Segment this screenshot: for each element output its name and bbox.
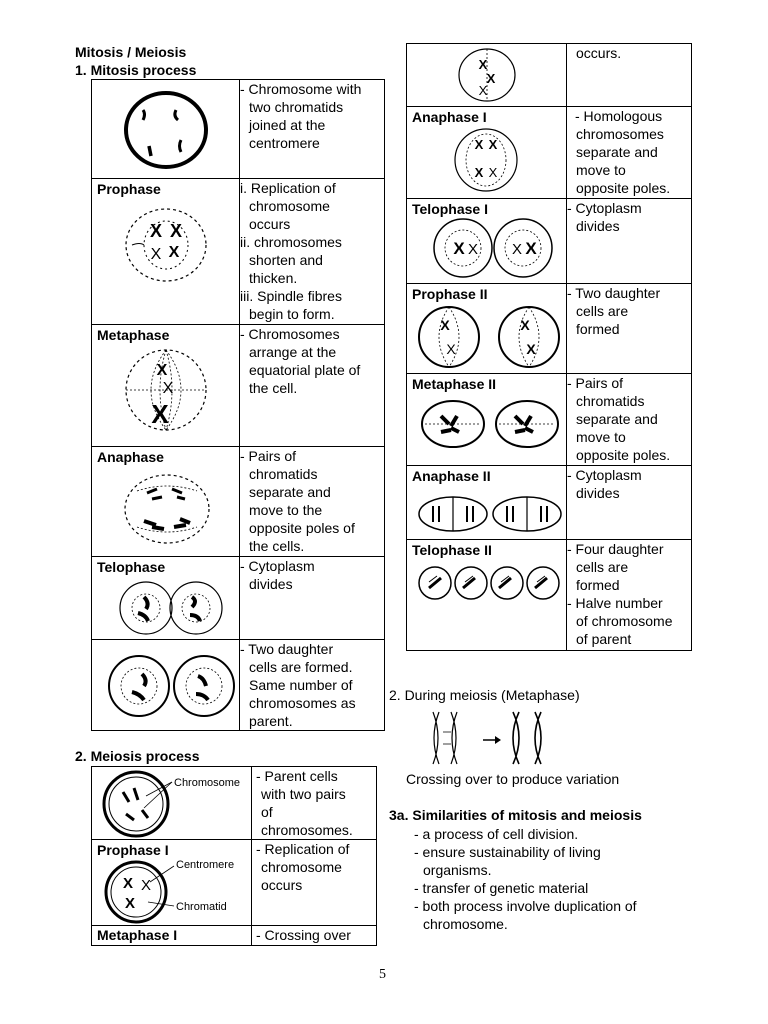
svg-text:X: X	[124, 895, 136, 912]
metaphase-ii-diagram	[419, 398, 561, 450]
svg-text:X: X	[150, 246, 162, 263]
table-row	[92, 447, 385, 557]
description-cell	[567, 44, 692, 107]
prophase-i-diagram	[98, 856, 248, 924]
prophase-ii-diagram	[415, 304, 565, 370]
telophase-diagram	[116, 579, 226, 637]
list-item: - both process involve duplication of	[414, 898, 637, 914]
description-line: arrange at the	[249, 344, 337, 360]
description-cell	[252, 926, 377, 946]
svg-text:X: X	[478, 57, 488, 72]
stage-cell	[92, 447, 240, 557]
description-line: separate and	[576, 411, 658, 427]
description-line: - Homologous	[575, 108, 663, 124]
crossing-over-diagram	[425, 710, 565, 768]
table-row	[407, 199, 692, 284]
description-cell	[567, 466, 692, 540]
description-cell	[240, 80, 385, 179]
stage-cell	[407, 374, 567, 466]
description-line: chromosome	[261, 859, 342, 875]
description-line: - Cytoplasm	[567, 200, 642, 216]
table-row	[407, 284, 692, 374]
stage-name: Anaphase II	[412, 468, 491, 484]
svg-text:X: X	[474, 137, 484, 152]
svg-text:X: X	[149, 221, 163, 241]
centromere-label: Centromere	[176, 859, 235, 871]
description-cell	[252, 840, 377, 926]
description-line: divides	[576, 218, 620, 234]
table-row	[407, 107, 692, 199]
description-line: move to	[576, 162, 626, 178]
description-line: occurs	[249, 216, 291, 232]
description-cell	[240, 640, 385, 731]
prophase-diagram	[122, 205, 210, 285]
svg-text:X: X	[520, 317, 530, 333]
description-cell	[240, 179, 385, 325]
description-line: - Pairs of	[567, 375, 624, 391]
description-cell	[240, 447, 385, 557]
description-line: thicken.	[249, 270, 298, 286]
svg-text:X: X	[168, 244, 180, 261]
stage-name: Telophase II	[412, 542, 492, 558]
interphase-cell-diagram	[121, 88, 211, 170]
description-line: - Crossing over	[256, 927, 351, 943]
table-row	[407, 44, 692, 107]
description-line: the cell.	[249, 380, 298, 396]
crossing-over-heading: 2. During meiosis (Metaphase)	[389, 687, 580, 703]
svg-text:X: X	[478, 83, 488, 98]
description-line: - Pairs of	[240, 448, 297, 464]
description-line: parent.	[249, 713, 293, 729]
description-line: equatorial plate of	[249, 362, 361, 378]
stage-cell	[407, 107, 567, 199]
stage-name: Telophase I	[412, 201, 488, 217]
similarities-list	[414, 825, 637, 933]
description-line: - Replication of	[256, 841, 350, 857]
table-row	[92, 640, 385, 731]
anaphase-i-diagram	[453, 127, 519, 193]
description-cell	[567, 540, 692, 651]
list-item: - ensure sustainability of living	[414, 844, 601, 860]
stage-cell	[407, 199, 567, 284]
description-line: chromosome	[249, 198, 330, 214]
description-line: formed	[576, 577, 620, 593]
description-line: chromosomes.	[261, 822, 353, 838]
svg-text:X: X	[151, 399, 169, 429]
metaphase-i-diagram	[457, 47, 517, 103]
stage-name: Metaphase II	[412, 376, 497, 392]
description-line: i. Replication of	[240, 180, 336, 196]
chromatid-label: Chromatid	[176, 901, 227, 913]
description-line: - Chromosome with	[240, 81, 362, 97]
stage-name: Metaphase	[97, 327, 170, 343]
description-line: - Two daughter	[240, 641, 334, 657]
list-item: chromosome.	[423, 916, 508, 932]
svg-text:X: X	[156, 362, 168, 379]
description-cell	[240, 325, 385, 447]
stage-cell	[92, 557, 240, 640]
description-line: - Halve number	[567, 595, 663, 611]
table-row	[92, 767, 377, 840]
meiosis-table	[91, 766, 377, 946]
table-row	[407, 466, 692, 540]
description-cell	[567, 107, 692, 199]
description-line: opposite poles of	[249, 520, 355, 536]
description-line: with two pairs	[261, 786, 346, 802]
description-line: separate and	[576, 144, 658, 160]
description-line: chromosomes	[576, 126, 664, 142]
list-item: - transfer of genetic material	[414, 880, 589, 896]
description-line: of parent	[576, 631, 632, 647]
description-cell	[567, 374, 692, 466]
svg-text:X: X	[122, 875, 134, 892]
description-line: cells are	[576, 559, 629, 575]
stage-cell	[407, 540, 567, 651]
description-line: occurs.	[576, 45, 622, 61]
metaphase-diagram	[122, 345, 210, 435]
description-line: formed	[576, 321, 620, 337]
description-line: separate and	[249, 484, 331, 500]
anaphase-diagram	[122, 469, 212, 549]
stage-cell	[92, 80, 240, 179]
description-line: divides	[576, 485, 620, 501]
stage-name: Anaphase	[97, 449, 164, 465]
description-line: chromatids	[576, 393, 645, 409]
stage-name: Anaphase I	[412, 109, 487, 125]
description-line: divides	[249, 576, 293, 592]
svg-text:X: X	[511, 241, 523, 258]
description-line: opposite poles.	[576, 447, 671, 463]
description-line: the cells.	[249, 538, 305, 554]
description-line: cells are	[576, 303, 629, 319]
stage-name: Prophase I	[97, 842, 169, 858]
svg-text:X: X	[488, 165, 498, 180]
stage-name: Prophase	[97, 181, 161, 197]
svg-text:X: X	[169, 221, 183, 241]
svg-text:X: X	[474, 165, 484, 180]
daughter-cells-diagram	[106, 648, 236, 724]
svg-text:X: X	[525, 239, 537, 258]
table-row	[92, 557, 385, 640]
description-line: chromatids	[249, 466, 318, 482]
description-cell	[252, 767, 377, 840]
parent-cell-diagram	[98, 770, 248, 838]
page-number: 5	[379, 967, 386, 982]
description-line: opposite poles.	[576, 180, 671, 196]
crossing-over-caption: Crossing over to produce variation	[406, 771, 620, 787]
description-line: of chromosome	[576, 613, 673, 629]
description-line: centromere	[249, 135, 320, 151]
description-line: occurs	[261, 877, 303, 893]
table-row	[92, 179, 385, 325]
description-line: ii. chromosomes	[240, 234, 342, 250]
meiosis-continued-table	[406, 43, 692, 651]
description-line: Same number of	[249, 677, 353, 693]
svg-text:X: X	[486, 71, 496, 86]
description-line: - Two daughter	[567, 285, 661, 301]
svg-text:X: X	[446, 341, 456, 357]
telophase-i-diagram	[431, 217, 555, 279]
table-row	[92, 926, 377, 946]
description-cell	[567, 199, 692, 284]
description-cell	[567, 284, 692, 374]
description-line: - Cytoplasm	[567, 467, 642, 483]
chromosome-label: Chromosome	[174, 777, 241, 789]
anaphase-ii-diagram	[417, 494, 563, 534]
stage-cell	[92, 926, 252, 946]
svg-text:X: X	[140, 877, 152, 894]
description-line: iii. Spindle fibres	[240, 288, 342, 304]
stage-name: Prophase II	[412, 286, 488, 302]
page-title: Mitosis / Meiosis	[75, 44, 187, 60]
section-meiosis-heading: 2. Meiosis process	[75, 748, 200, 764]
svg-text:X: X	[440, 317, 450, 333]
stage-name: Metaphase I	[97, 927, 178, 943]
description-line: - Chromosomes	[240, 326, 340, 342]
description-line: move to the	[249, 502, 323, 518]
list-item: - a process of cell division.	[414, 826, 579, 842]
description-line: shorten and	[249, 252, 323, 268]
stage-cell	[407, 284, 567, 374]
stage-cell	[407, 44, 567, 107]
description-line: chromosomes as	[249, 695, 356, 711]
table-row	[92, 840, 377, 926]
description-line: two chromatids	[249, 99, 344, 115]
mitosis-table	[91, 79, 385, 731]
description-line: cells are formed.	[249, 659, 353, 675]
stage-name: Telophase	[97, 559, 166, 575]
stage-cell	[92, 840, 252, 926]
svg-text:X: X	[162, 380, 174, 397]
svg-text:X: X	[488, 137, 498, 152]
description-line: of	[261, 804, 273, 820]
table-row	[92, 325, 385, 447]
stage-cell	[407, 466, 567, 540]
description-line: begin to form.	[249, 306, 335, 322]
svg-text:X: X	[453, 239, 465, 258]
description-line: - Parent cells	[256, 768, 338, 784]
svg-text:X: X	[467, 241, 479, 258]
svg-text:X: X	[526, 341, 536, 357]
table-row	[407, 374, 692, 466]
stage-cell	[92, 325, 240, 447]
table-row	[92, 80, 385, 179]
description-line: - Cytoplasm	[240, 558, 315, 574]
description-cell	[240, 557, 385, 640]
list-item: organisms.	[423, 862, 492, 878]
telophase-ii-diagram	[417, 564, 563, 602]
table-row	[407, 540, 692, 651]
description-line: joined at the	[249, 117, 326, 133]
description-line: move to	[576, 429, 626, 445]
description-line: - Four daughter	[567, 541, 664, 557]
section-mitosis-heading: 1. Mitosis process	[75, 62, 197, 78]
stage-cell	[92, 179, 240, 325]
stage-cell	[92, 767, 252, 840]
stage-cell	[92, 640, 240, 731]
similarities-heading: 3a. Similarities of mitosis and meiosis	[389, 807, 642, 823]
